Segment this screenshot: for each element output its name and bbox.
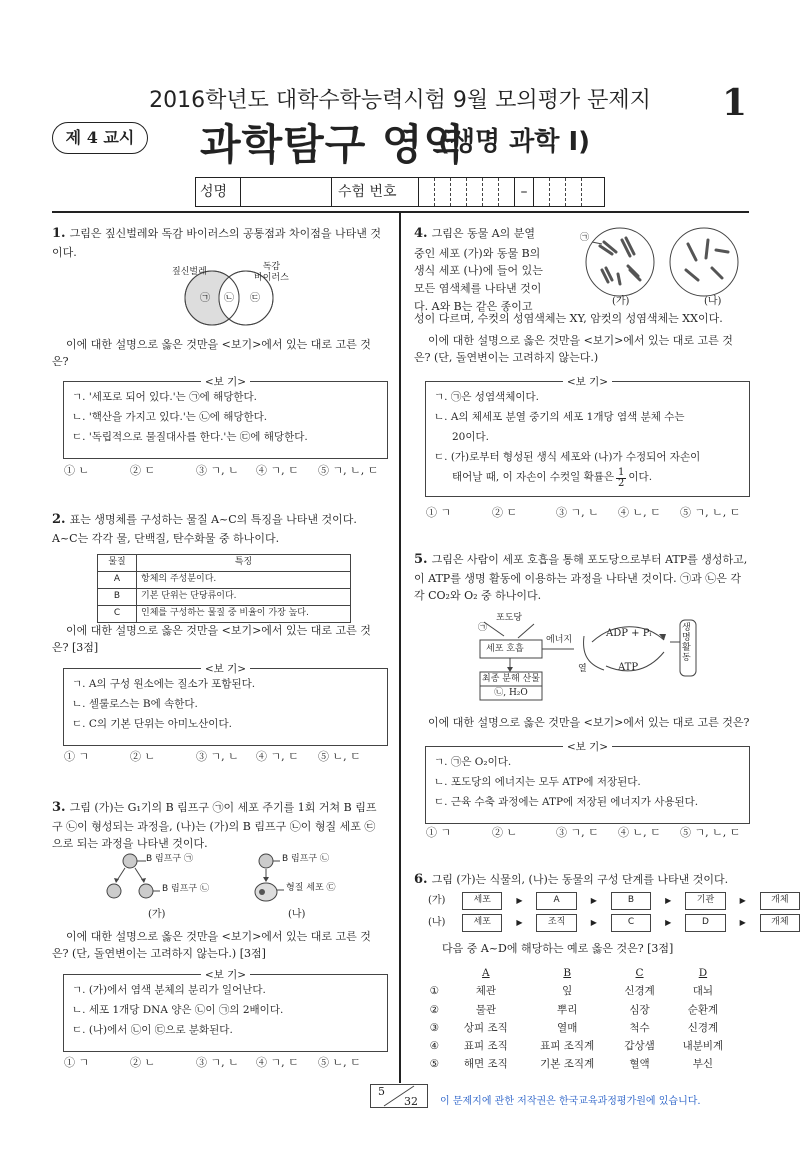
energy-label: 에너지 bbox=[546, 635, 573, 645]
cell-ga-outline bbox=[586, 228, 654, 296]
option-cell: 신경계 bbox=[687, 1021, 719, 1034]
bogi-box bbox=[63, 969, 388, 1052]
answer-option-row[interactable] bbox=[420, 1001, 738, 1019]
answer-choice[interactable]: ⑤ ㄴ, ㄷ bbox=[318, 750, 361, 763]
table-header: 특징 bbox=[137, 555, 351, 572]
hierarchy-row-ga: (가) 세포 ▶ A ▶ B ▶ 기관 ▶ 개체 bbox=[428, 892, 800, 910]
bogi-item-tail: 이다. bbox=[628, 471, 653, 484]
level-box: 기관 bbox=[686, 893, 725, 910]
cell-b-na bbox=[259, 854, 273, 868]
answer-choice[interactable]: ① ㄴ bbox=[64, 464, 90, 477]
exam-title: 2016학년도 대학수학능력시험 9월 모의평가 문제지 bbox=[149, 88, 651, 113]
option-cell: 해면 조직 bbox=[463, 1058, 508, 1071]
name-exam-number-bar bbox=[195, 177, 605, 207]
question-prompt: 이에 대한 설명으로 옳은 것만을 <보기>에서 있는 대로 고른 것은? bbox=[428, 716, 750, 729]
answer-choice[interactable]: ③ ㄱ, ㄴ bbox=[196, 1056, 239, 1069]
answer-table-header: D bbox=[698, 967, 708, 979]
table-row bbox=[98, 571, 351, 588]
option-cell: 신경계 bbox=[624, 985, 655, 998]
option-cell: 잎 bbox=[562, 985, 573, 998]
exam-digit-box[interactable] bbox=[550, 178, 566, 206]
answer-choice[interactable]: ④ ㄴ, ㄷ bbox=[618, 506, 661, 519]
bogi-item: ㄱ. (가)에서 염색 분체의 분리가 일어난다. bbox=[72, 984, 266, 996]
page-current: 5 bbox=[378, 1085, 385, 1098]
atp-label: ATP bbox=[618, 662, 639, 673]
question-stem: 표는 생명체를 구성하는 물질 A~C의 특징을 나타낸 것이다. A~C는 각각 물, 단백질, 탄수화물 중 하나이다. bbox=[52, 513, 357, 546]
question-prompt: 이에 대한 설명으로 옳은 것만을 <보기>에서 있는 대로 고른 것은? (단, 돌연변이는 고려하지 않는다.) bbox=[414, 334, 733, 365]
question-prompt: 이에 대한 설명으로 옳은 것만을 <보기>에서 있는 대로 고른 것은? [3점] bbox=[52, 624, 371, 655]
exam-number-label: 수험 번호 bbox=[332, 178, 419, 206]
table-cell: 인체를 구성하는 물질 중 비율이 가장 높다. bbox=[137, 605, 351, 622]
answer-choice[interactable]: ③ ㄱ, ㄴ bbox=[196, 464, 239, 477]
bogi-box bbox=[425, 741, 750, 824]
question-stem-line: 다. A와 B는 같은 종이고 bbox=[414, 299, 533, 313]
table-cell: 기본 단위는 단당류이다. bbox=[137, 588, 351, 605]
subject-title: 과학탐구 영역 bbox=[200, 120, 466, 169]
question-4-text bbox=[414, 224, 584, 315]
exam-digit-box[interactable] bbox=[483, 178, 499, 206]
venn-label-right bbox=[254, 262, 289, 284]
answer-choice[interactable]: ② ㄷ bbox=[130, 464, 156, 477]
level-box: 세포 bbox=[463, 915, 502, 932]
properties-table bbox=[97, 554, 351, 623]
level-box: B bbox=[611, 893, 650, 910]
bogi-title: <보 기> bbox=[201, 969, 250, 981]
bogi-box bbox=[63, 376, 388, 459]
option-cell: 척수 bbox=[629, 1021, 650, 1034]
exam-digit-box[interactable] bbox=[499, 178, 515, 206]
answer-choice[interactable]: ⑤ ㄱ, ㄴ, ㄷ bbox=[318, 464, 379, 477]
level-box: 개체 bbox=[760, 915, 799, 932]
question-stem-line: 그림은 동물 A의 분열 bbox=[431, 227, 536, 240]
answer-choice[interactable]: ④ ㄱ, ㄷ bbox=[256, 464, 299, 477]
answer-choice[interactable]: ④ ㄴ, ㄷ bbox=[618, 826, 661, 839]
exam-digit-box[interactable] bbox=[435, 178, 451, 206]
answer-choice[interactable]: ① ㄱ bbox=[64, 1056, 90, 1069]
table-cell: B bbox=[98, 588, 137, 605]
option-cell: 대뇌 bbox=[692, 985, 714, 998]
exam-digit-box[interactable] bbox=[566, 178, 582, 206]
option-number: ③ bbox=[429, 1021, 439, 1034]
option-cell: 표피 조직 bbox=[463, 1040, 508, 1053]
exam-digit-box[interactable] bbox=[451, 178, 467, 206]
question-1-text bbox=[52, 224, 382, 261]
question-stem-line: 생식 세포 (나)에 들어 있는 bbox=[414, 264, 543, 278]
bogi-box bbox=[425, 376, 750, 497]
answer-choices bbox=[426, 504, 756, 521]
level-box: D bbox=[686, 915, 725, 932]
caption-ga: (가) bbox=[612, 296, 630, 307]
period-badge: 제 4 교시 bbox=[52, 122, 148, 154]
option-cell: 갑상샘 bbox=[624, 1040, 655, 1053]
question-prompt: 다음 중 A~D에 해당하는 예로 옳은 것은? [3점] bbox=[442, 942, 674, 955]
question-5-text bbox=[414, 550, 748, 604]
question-prompt: 이에 대한 설명으로 옳은 것만을 <보기>에서 있는 대로 고른 것은? bbox=[52, 338, 371, 369]
exam-digit-box[interactable] bbox=[419, 178, 435, 206]
exam-digit-box[interactable] bbox=[534, 178, 550, 206]
option-cell: 내분비계 bbox=[682, 1040, 724, 1053]
bogi-item: ㄷ. '독립적으로 물질대사를 한다.'는 ㉢에 해당한다. bbox=[72, 430, 308, 443]
answer-choice[interactable]: ① ㄱ bbox=[426, 506, 452, 519]
question-stem-line: 성이 다르며, 수컷의 성염색체는 XY, 암컷의 성염색체는 XX이다. bbox=[414, 312, 723, 325]
bogi-item: ㄴ. 포도당의 에너지는 모두 ATP에 저장된다. bbox=[434, 775, 641, 788]
question-2-text bbox=[52, 510, 382, 547]
question-stem-line: 모든 염색체를 나타낸 것이 bbox=[414, 281, 542, 295]
cell-b1 bbox=[107, 884, 121, 898]
bogi-item: 20이다. bbox=[452, 430, 489, 443]
option-cell: 부신 bbox=[692, 1058, 714, 1071]
question-number: 6. bbox=[414, 872, 428, 887]
bogi-title: <보 기> bbox=[201, 376, 250, 388]
level-box: C bbox=[611, 915, 650, 932]
venn-region-c: ㉢ bbox=[250, 293, 260, 304]
bogi-item: ㄱ. ㉠은 O₂이다. bbox=[434, 756, 512, 768]
table-row bbox=[98, 588, 351, 605]
name-field[interactable] bbox=[241, 178, 332, 206]
option-number: ① bbox=[429, 985, 439, 998]
option-cell: 순환계 bbox=[687, 1003, 719, 1016]
option-cell: 물관 bbox=[475, 1003, 496, 1016]
answer-option-row[interactable] bbox=[420, 1019, 738, 1037]
level-box: 세포 bbox=[463, 893, 502, 910]
chromosome-mark-a: ㉠ bbox=[580, 233, 590, 243]
answer-choice[interactable]: ③ ㄱ, ㄷ bbox=[556, 826, 599, 839]
heat-label: 열 bbox=[578, 664, 587, 674]
mark-a: ㉠ bbox=[478, 623, 488, 633]
option-cell: 기본 조직계 bbox=[540, 1058, 595, 1071]
caption-ga: (가) bbox=[148, 909, 166, 920]
option-number: ② bbox=[429, 1003, 439, 1016]
exam-digit-box[interactable] bbox=[467, 178, 483, 206]
answer-table-header bbox=[420, 964, 449, 982]
answer-table-header: A bbox=[482, 967, 490, 979]
answer-choice[interactable]: ③ ㄱ, ㄴ bbox=[196, 750, 239, 763]
label-b-lymph-b: B 림프구 ㉡ bbox=[162, 884, 209, 894]
venn-region-a: ㉠ bbox=[200, 293, 210, 304]
option-number: ④ bbox=[429, 1040, 439, 1053]
bogi-item: ㄷ. 근육 수축 과정에는 ATP에 저장된 에너지가 사용된다. bbox=[434, 795, 699, 808]
venn-label-left: 짚신벌레 bbox=[172, 267, 207, 277]
question-6-text bbox=[414, 870, 748, 890]
answer-choice[interactable]: ⑤ ㄱ, ㄴ, ㄷ bbox=[680, 506, 741, 519]
option-cell: 열매 bbox=[557, 1021, 578, 1034]
label-b-lymph-b2: B 림프구 ㉡ bbox=[282, 854, 329, 864]
bogi-item-fraction bbox=[434, 468, 741, 489]
bogi-title: <보 기> bbox=[563, 741, 612, 753]
fraction-denominator: 2 bbox=[618, 477, 625, 489]
bogi-title: <보 기> bbox=[201, 663, 250, 675]
question-number: 1. bbox=[52, 226, 66, 241]
label-plasma-c: 형질 세포 ㉢ bbox=[286, 883, 336, 893]
column-divider bbox=[399, 213, 401, 1083]
answer-choice[interactable]: ④ ㄱ, ㄷ bbox=[256, 750, 299, 763]
question-number: 2. bbox=[52, 512, 66, 527]
question-stem-line: 중인 세포 (가)와 동물 B의 bbox=[414, 246, 541, 260]
answer-choice[interactable]: ① ㄱ bbox=[64, 750, 90, 763]
cell-b2 bbox=[139, 884, 153, 898]
fraction-numerator: 1 bbox=[618, 466, 625, 478]
hierarchy-row-na: (나) 세포 ▶ 조직 ▶ C ▶ D ▶ 개체 bbox=[428, 914, 800, 932]
bogi-item: 태어날 때, 이 자손이 수컷일 확률은 bbox=[452, 471, 615, 484]
level-box: 조직 bbox=[537, 915, 576, 932]
option-cell: 표피 조직계 bbox=[540, 1040, 595, 1053]
cell-plasma bbox=[255, 883, 277, 901]
bogi-item: ㄱ. A의 구성 원소에는 질소가 포함된다. bbox=[72, 678, 256, 690]
cell-a bbox=[123, 854, 137, 868]
table-cell: 항체의 주성분이다. bbox=[137, 571, 351, 588]
name-label: 성명 bbox=[196, 178, 241, 206]
level-box: 개체 bbox=[760, 893, 799, 910]
glucose-label: 포도당 bbox=[496, 613, 523, 623]
question-3-text bbox=[52, 798, 382, 852]
caption-na: (나) bbox=[704, 296, 722, 307]
bogi-item: ㄱ. ㉠은 성염색체이다. bbox=[434, 391, 539, 403]
level-box: A bbox=[537, 893, 576, 910]
cell-na-outline bbox=[670, 228, 738, 296]
answer-choice[interactable]: ⑤ ㄴ, ㄷ bbox=[318, 1056, 361, 1069]
label-b-lymph-a: B 림프구 ㉠ bbox=[146, 854, 193, 864]
answer-option-row[interactable] bbox=[420, 982, 738, 1000]
copyright-notice: 이 문제지에 관한 저작권은 한국교육과정평가원에 있습니다. bbox=[440, 1096, 701, 1107]
subject-subtitle: (생명 과학 I) bbox=[438, 127, 591, 157]
page-total: 32 bbox=[404, 1095, 418, 1108]
bogi-item: ㄴ. 세포 1개당 DNA 양은 ㉡이 ㉠의 2배이다. bbox=[72, 1003, 284, 1016]
option-cell: 상피 조직 bbox=[463, 1021, 508, 1034]
question-number: 3. bbox=[52, 800, 66, 815]
answer-choice[interactable]: ② ㄴ bbox=[492, 826, 518, 839]
caption-na: (나) bbox=[288, 909, 306, 920]
life-activity-label: 생명 활동 bbox=[682, 623, 691, 663]
bogi-title: <보 기> bbox=[563, 376, 612, 388]
question-stem: 그림 (가)는 G₁기의 B 림프구 ㉠이 세포 주기를 1회 거쳐 B 림프구 ㉡이 형성되는 과정을, (나)는 (가)의 B 림프구 ㉡이 형질 세포 ㉢으로 되는 과정을 나타낸 것이다. bbox=[52, 801, 377, 851]
answer-choices bbox=[64, 1054, 394, 1071]
venn-region-b: ㉡ bbox=[224, 293, 234, 304]
bogi-item: ㄱ. '세포로 되어 있다.'는 ㉠에 해당한다. bbox=[72, 391, 257, 403]
question-prompt: 이에 대한 설명으로 옳은 것만을 <보기>에서 있는 대로 고른 것은? (단, 돌연변이는 고려하지 않는다.) [3점] bbox=[52, 930, 371, 961]
bogi-item: ㄴ. '핵산을 가지고 있다.'는 ㉡에 해당한다. bbox=[72, 410, 268, 423]
question-stem: 그림 (가)는 식물의, (나)는 동물의 구성 단계를 나타낸 것이다. bbox=[431, 873, 729, 886]
answer-choice[interactable]: ② ㄷ bbox=[492, 506, 518, 519]
final-product-value: ㉡, H₂O bbox=[494, 688, 528, 698]
table-row bbox=[98, 605, 351, 622]
answer-choices bbox=[64, 748, 394, 765]
option-number: ⑤ bbox=[429, 1058, 439, 1071]
question-stem: 그림은 사람이 세포 호흡을 통해 포도당으로부터 ATP를 생성하고, 이 ATP를 생명 활동에 이용하는 과정을 나타낸 것이다. ㉠과 ㉡은 각각 CO₂와 O₂ 중 하나이다. bbox=[414, 553, 748, 603]
venn-label-right-2: 바이러스 bbox=[254, 272, 289, 283]
question-stem: 그림은 짚신벌레와 독감 바이러스의 공통점과 차이점을 나타낸 것이다. bbox=[52, 227, 381, 260]
bogi-item: ㄷ. C의 기본 단위는 아미노산이다. bbox=[72, 717, 232, 730]
answer-choices bbox=[426, 824, 756, 841]
answer-choice[interactable]: ② ㄴ bbox=[130, 1056, 156, 1069]
answer-choice[interactable]: ① ㄱ bbox=[426, 826, 452, 839]
bogi-item: ㄷ. (가)로부터 형성된 생식 세포와 (나)가 수정되어 자손이 bbox=[434, 450, 701, 463]
adp-label: ADP + Pᵢ bbox=[606, 628, 652, 639]
option-cell: 체관 bbox=[475, 985, 496, 998]
row-label: (나) bbox=[428, 917, 446, 929]
final-product-label: 최종 분해 산물 bbox=[482, 674, 540, 684]
answer-choices bbox=[64, 462, 394, 479]
answer-table-header: B bbox=[563, 967, 572, 979]
bogi-item: ㄴ. A의 체세포 분열 중기의 세포 1개당 염색 분체 수는 bbox=[434, 410, 685, 423]
question-number: 4. bbox=[414, 226, 428, 241]
table-header: 물질 bbox=[98, 555, 137, 572]
exam-number-dash: – bbox=[515, 178, 534, 206]
option-cell: 뿌리 bbox=[557, 1003, 578, 1016]
answer-table bbox=[420, 964, 738, 1074]
bogi-box bbox=[63, 663, 388, 746]
answer-choice[interactable]: ④ ㄱ, ㄷ bbox=[256, 1056, 299, 1069]
answer-choice[interactable]: ⑤ ㄱ, ㄴ, ㄷ bbox=[680, 826, 741, 839]
row-label: (가) bbox=[428, 895, 446, 907]
answer-option-row[interactable] bbox=[420, 1037, 738, 1055]
exam-digit-box[interactable] bbox=[582, 178, 597, 206]
option-cell: 혈액 bbox=[629, 1058, 650, 1071]
answer-option-row[interactable] bbox=[420, 1055, 738, 1073]
option-cell: 심장 bbox=[629, 1003, 650, 1016]
respiration-label: 세포 호흡 bbox=[486, 644, 524, 654]
answer-choice[interactable]: ③ ㄱ, ㄴ bbox=[556, 506, 599, 519]
page-number-large: 1 bbox=[722, 82, 748, 124]
chromosome-figure bbox=[578, 222, 748, 304]
answer-table-header: C bbox=[635, 967, 644, 979]
venn-label-right-1: 독감 bbox=[262, 262, 281, 272]
question-number: 5. bbox=[414, 552, 428, 567]
table-cell: A bbox=[98, 571, 137, 588]
answer-choice[interactable]: ② ㄴ bbox=[130, 750, 156, 763]
bogi-item: ㄷ. (나)에서 ㉡이 ㉢으로 분화된다. bbox=[72, 1023, 233, 1036]
table-cell: C bbox=[98, 605, 137, 622]
bogi-item: ㄴ. 셀룰로스는 B에 속한다. bbox=[72, 697, 198, 710]
fraction bbox=[616, 468, 626, 489]
